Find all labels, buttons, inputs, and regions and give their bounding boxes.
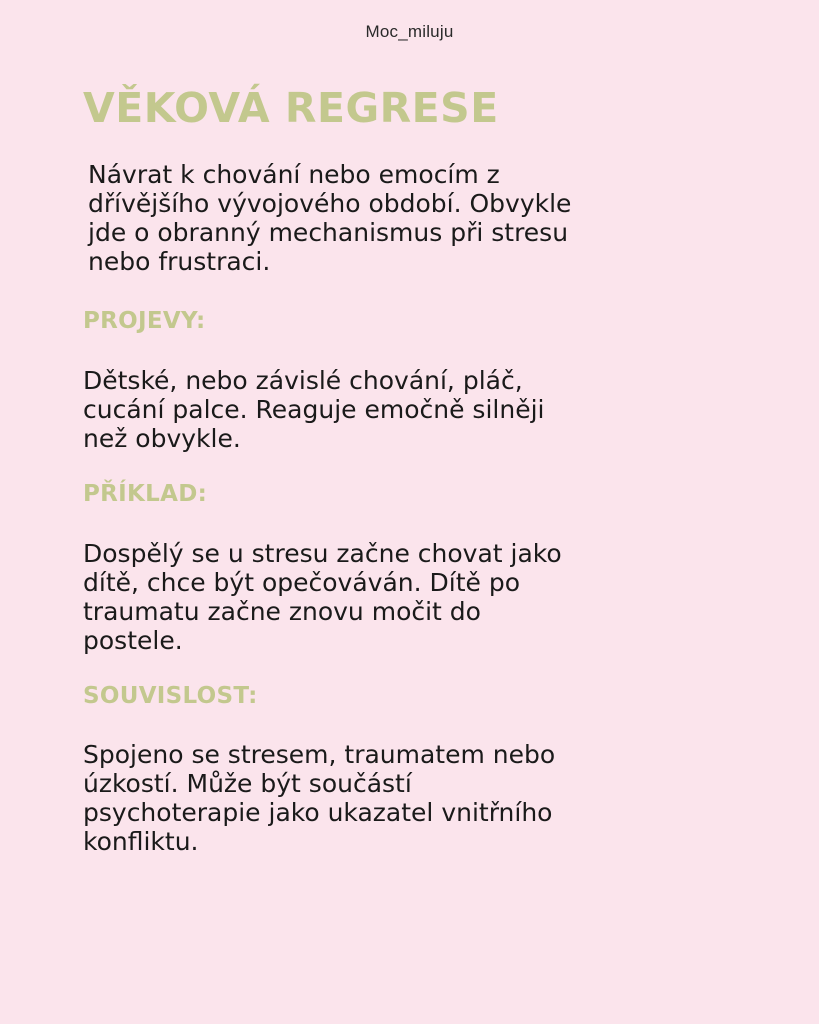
section-line: dítě, chce být opečováván. Dítě po: [83, 568, 521, 597]
intro-line: jde o obranný mechanismus při stresu: [88, 218, 569, 247]
section-line: Dospělý se u stresu začne chovat jako: [83, 539, 562, 568]
intro-line: Návrat k chování nebo emocím z: [88, 160, 500, 189]
section-text-priklad: [83, 539, 703, 655]
section-line: než obvykle.: [83, 424, 241, 453]
section-line: Dětské, nebo závislé chování, pláč,: [83, 366, 523, 395]
section-line: konfliktu.: [83, 827, 199, 856]
page-title: VĚKOVÁ REGRESE: [83, 84, 499, 132]
intro-paragraph: [88, 160, 708, 276]
section-line: cucání palce. Reaguje emočně silněji: [83, 395, 545, 424]
section-heading-projevy: PROJEVY:: [83, 308, 206, 334]
section-line: Spojeno se stresem, traumatem nebo: [83, 740, 556, 769]
account-handle: Moc_miluju: [365, 22, 454, 41]
section-heading-souvislost: SOUVISLOST:: [83, 683, 258, 709]
section-text-souvislost: [83, 740, 703, 856]
section-line: traumatu začne znovu močit do: [83, 597, 481, 626]
section-line: psychoterapie jako ukazatel vnitřního: [83, 798, 553, 827]
section-line: postele.: [83, 626, 183, 655]
section-text-projevy: [83, 366, 703, 453]
intro-line: nebo frustraci.: [88, 247, 271, 276]
section-line: úzkostí. Může být součástí: [83, 769, 412, 798]
intro-line: dřívějšího vývojového období. Obvykle: [88, 189, 572, 218]
section-heading-priklad: PŘÍKLAD:: [83, 481, 208, 507]
